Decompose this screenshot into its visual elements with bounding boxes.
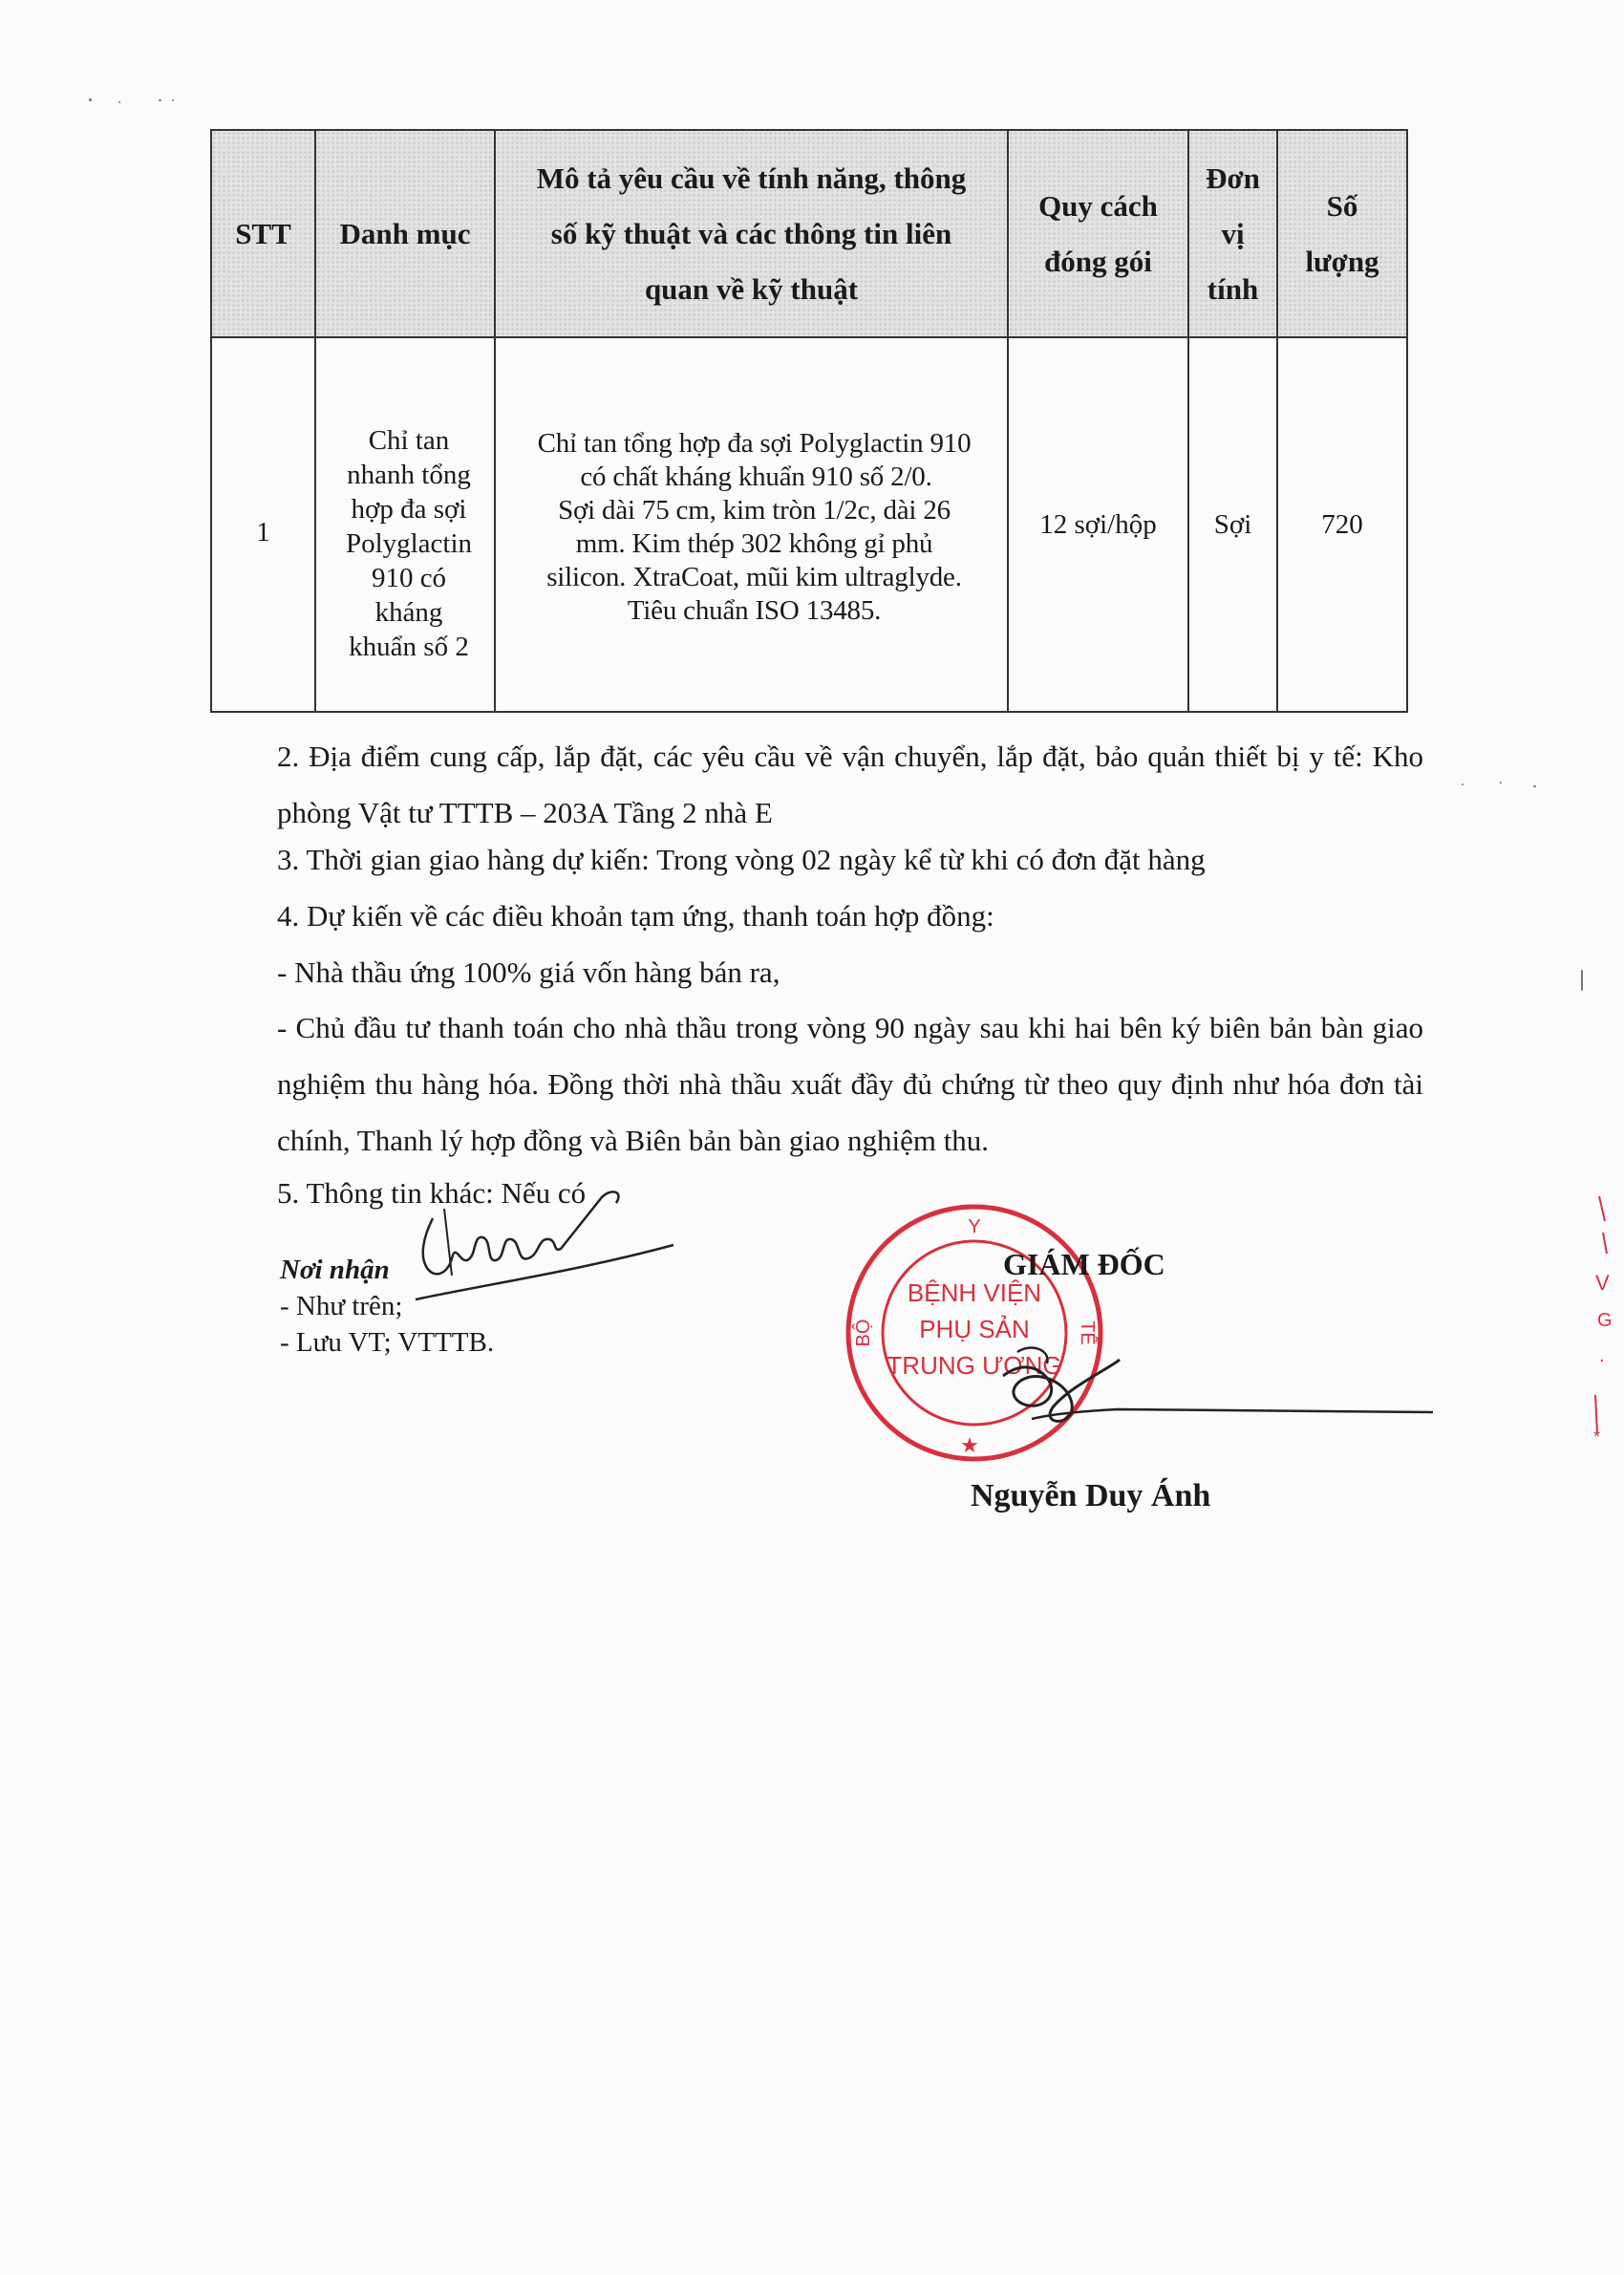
stamp-line: PHỤ SẢN bbox=[919, 1315, 1030, 1343]
item-2: 2. Địa điểm cung cấp, lắp đặt, các yêu cầu về vận chuyển, lắp đặt, bảo quản thiết bị y tế: Kho phòng Vật tư TTTB – 203A Tầng 2 nhà E bbox=[277, 740, 1423, 829]
header-description: Mô tả yêu cầu về tính năng, thông số kỹ thuật và các thông tin liên quan về kỹ thuật bbox=[495, 130, 1008, 337]
stamp-line: BỆNH VIỆN bbox=[907, 1278, 1042, 1307]
scan-speck bbox=[1533, 785, 1536, 787]
cell-unit: Sợi bbox=[1188, 337, 1277, 712]
header-category: Danh mục bbox=[315, 130, 495, 337]
scan-speck bbox=[1462, 783, 1464, 785]
recipients-line: - Như trên; bbox=[280, 1291, 403, 1321]
specification-table bbox=[210, 129, 1408, 713]
cell-description: Chỉ tan tổng hợp đa sợi Polyglactin 910 có chất kháng khuẩn 910 số 2/0. Sợi dài 75 cm, kim tròn 1/2c, dài 26 mm. Kim thép 302 không gỉ phủ silicon. XtraCoat, mũi kim ultraglyde. Tiêu chuẩn ISO 13485. bbox=[495, 337, 1008, 712]
svg-text:V: V bbox=[1595, 1271, 1610, 1295]
svg-text:*: * bbox=[1593, 1427, 1601, 1447]
item-5: 5. Thông tin khác: Nếu có bbox=[277, 1176, 587, 1210]
stamp-star-icon: ★ bbox=[960, 1434, 979, 1458]
table-row bbox=[211, 337, 1407, 712]
scan-speck bbox=[172, 99, 174, 101]
cell-packaging: 12 sợi/hộp bbox=[1008, 337, 1188, 712]
director-signature bbox=[965, 1323, 1442, 1448]
scan-speck bbox=[118, 101, 120, 103]
svg-text:G: G bbox=[1597, 1310, 1613, 1331]
header-unit: Đơn vị tính bbox=[1188, 130, 1277, 337]
scan-speck bbox=[159, 99, 161, 101]
cell-category: Chỉ tan nhanh tổng hợp đa sợi Polyglactin 910 có kháng khuẩn số 2 bbox=[315, 337, 495, 712]
item-4-payment: - Chủ đầu tư thanh toán cho nhà thầu trong vòng 90 ngày sau khi hai bên ký biên bản bàn giao nghiệm thu hàng hóa. Đồng thời nhà thầu xuất đầy đủ chứng từ theo quy định như hóa đơn tài chính, Thanh lý hợp đồng và Biên bản bàn giao nghiệm thu. bbox=[277, 1011, 1423, 1157]
item-4: 4. Dự kiến về các điều khoản tạm ứng, thanh toán hợp đồng: bbox=[277, 899, 994, 933]
header-packaging: Quy cách đóng gói bbox=[1008, 130, 1188, 337]
item-3: 3. Thời gian giao hàng dự kiến: Trong vòng 02 ngày kể từ khi có đơn đặt hàng bbox=[277, 843, 1206, 876]
svg-text:.: . bbox=[1599, 1345, 1605, 1366]
stamp-right-letter: TẾ bbox=[1077, 1320, 1098, 1345]
header-quantity: Số lượng bbox=[1277, 130, 1407, 337]
stamp-left-letters: BỘ bbox=[853, 1319, 874, 1347]
director-title: GIÁM ĐỐC bbox=[1003, 1247, 1165, 1281]
stamp-top-letter: Y bbox=[968, 1216, 981, 1237]
cell-stt: 1 bbox=[211, 337, 315, 712]
recipients-line: - Lưu VT; VTTTB. bbox=[280, 1327, 495, 1358]
scan-speck bbox=[1500, 782, 1502, 783]
initials-signature bbox=[406, 1180, 683, 1314]
stamp-line: TRUNG ƯƠNG bbox=[887, 1351, 1062, 1380]
scan-speck bbox=[1581, 970, 1583, 991]
table-header-row bbox=[211, 130, 1407, 337]
signer-name: Nguyễn Duy Ánh bbox=[971, 1478, 1211, 1513]
edge-stamp-fragment bbox=[1576, 1185, 1614, 1471]
cell-quantity: 720 bbox=[1277, 337, 1407, 712]
scan-speck bbox=[89, 98, 92, 101]
recipients-title: Nơi nhận bbox=[280, 1255, 390, 1285]
header-stt: STT bbox=[211, 130, 315, 337]
item-4-advance: - Nhà thầu ứng 100% giá vốn hàng bán ra, bbox=[277, 955, 780, 989]
